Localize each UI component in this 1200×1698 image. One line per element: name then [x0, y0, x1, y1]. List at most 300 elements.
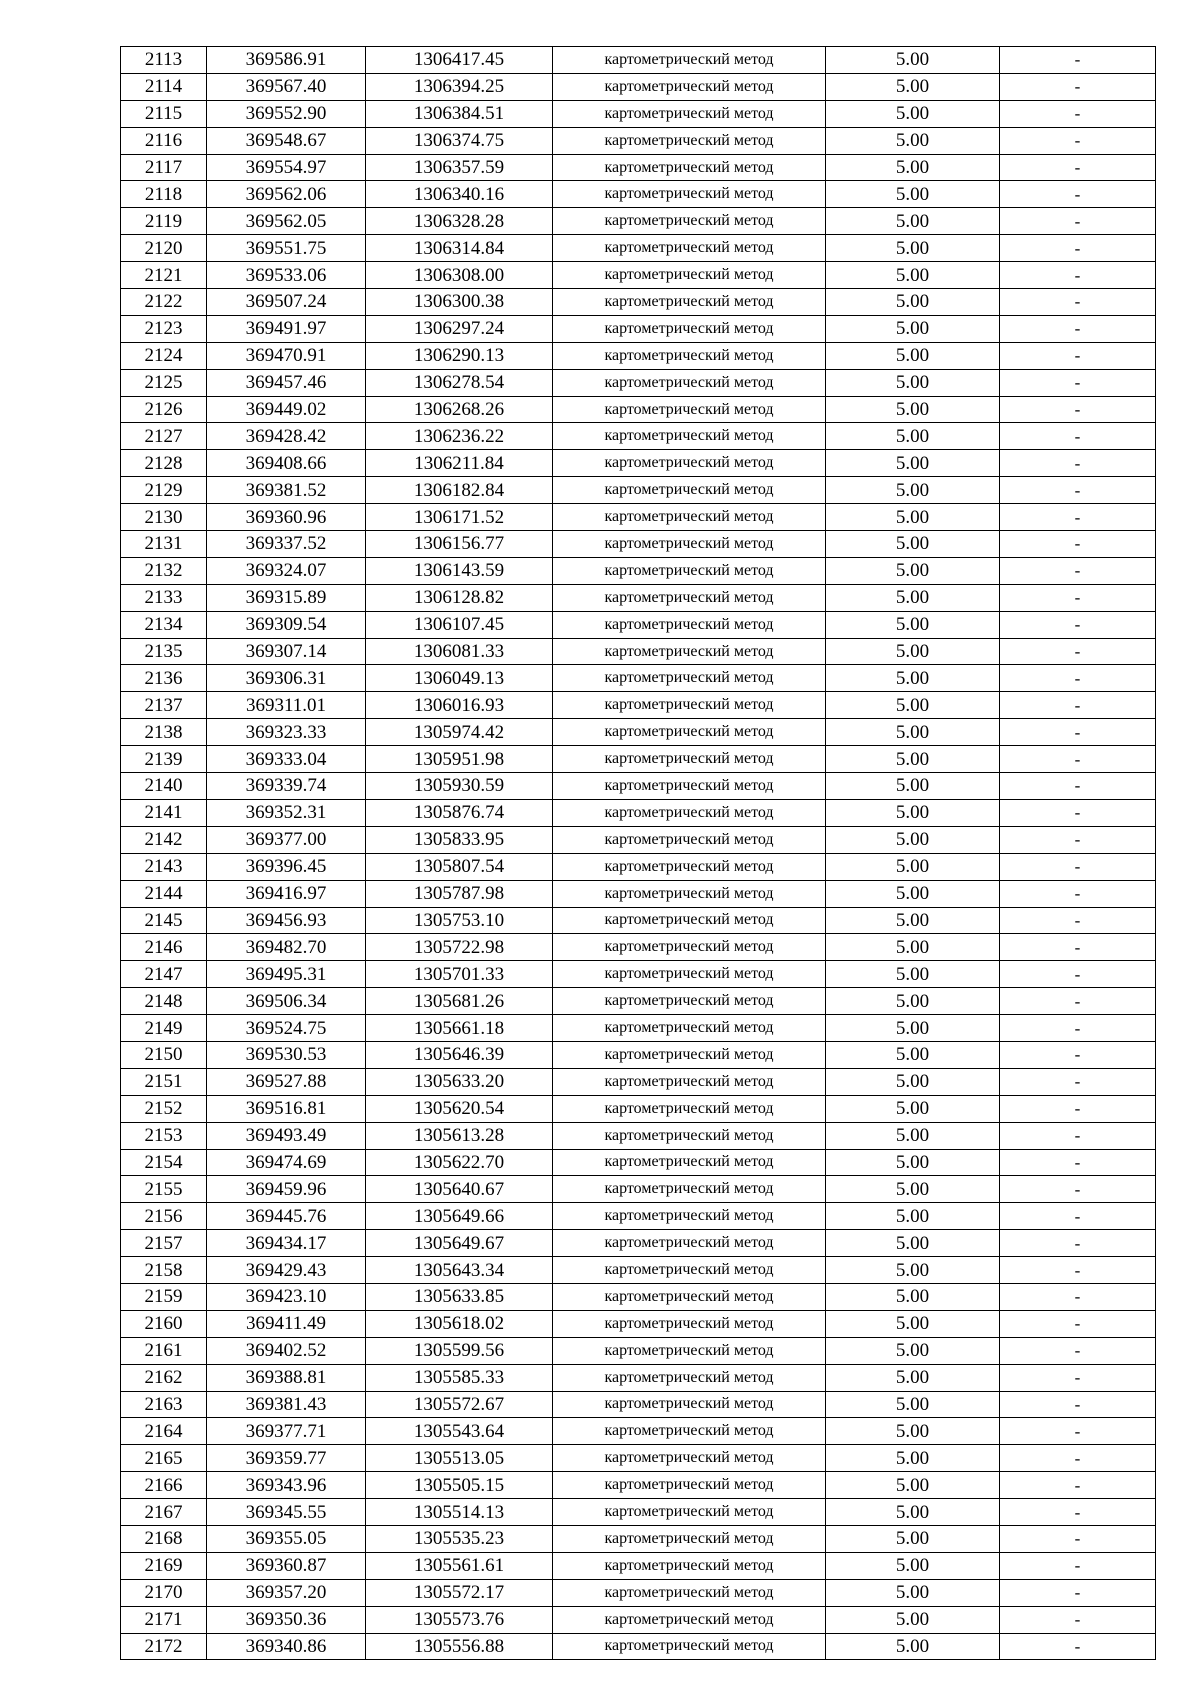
y-coordinate-cell: 1305661.18	[366, 1015, 553, 1042]
method-cell: картометрический метод	[553, 127, 826, 154]
point-number-cell: 2167	[121, 1499, 207, 1526]
method-cell: картометрический метод	[553, 1230, 826, 1257]
x-coordinate-cell: 369345.55	[207, 1499, 366, 1526]
y-coordinate-cell: 1305622.70	[366, 1149, 553, 1176]
note-cell: -	[1000, 127, 1156, 154]
table-row	[121, 1203, 1156, 1230]
note-cell: -	[1000, 1041, 1156, 1068]
x-coordinate-cell: 369411.49	[207, 1310, 366, 1337]
y-coordinate-cell: 1305951.98	[366, 746, 553, 773]
x-coordinate-cell: 369493.49	[207, 1122, 366, 1149]
y-coordinate-cell: 1305505.15	[366, 1472, 553, 1499]
table-row	[121, 208, 1156, 235]
point-number-cell: 2159	[121, 1283, 207, 1310]
point-number-cell: 2155	[121, 1176, 207, 1203]
accuracy-cell: 5.00	[826, 369, 1000, 396]
x-coordinate-cell: 369343.96	[207, 1472, 366, 1499]
note-cell: -	[1000, 988, 1156, 1015]
method-cell: картометрический метод	[553, 531, 826, 558]
point-number-cell: 2128	[121, 450, 207, 477]
y-coordinate-cell: 1305620.54	[366, 1095, 553, 1122]
method-cell: картометрический метод	[553, 1579, 826, 1606]
x-coordinate-cell: 369337.52	[207, 531, 366, 558]
x-coordinate-cell: 369333.04	[207, 746, 366, 773]
y-coordinate-cell: 1305618.02	[366, 1310, 553, 1337]
x-coordinate-cell: 369377.71	[207, 1418, 366, 1445]
point-number-cell: 2163	[121, 1391, 207, 1418]
x-coordinate-cell: 369357.20	[207, 1579, 366, 1606]
note-cell: -	[1000, 1176, 1156, 1203]
table-row	[121, 1122, 1156, 1149]
x-coordinate-cell: 369388.81	[207, 1364, 366, 1391]
point-number-cell: 2126	[121, 396, 207, 423]
note-cell: -	[1000, 665, 1156, 692]
y-coordinate-cell: 1305930.59	[366, 773, 553, 800]
y-coordinate-cell: 1306394.25	[366, 73, 553, 100]
accuracy-cell: 5.00	[826, 1499, 1000, 1526]
x-coordinate-cell: 369306.31	[207, 665, 366, 692]
x-coordinate-cell: 369359.77	[207, 1445, 366, 1472]
x-coordinate-cell: 369491.97	[207, 315, 366, 342]
note-cell: -	[1000, 611, 1156, 638]
x-coordinate-cell: 369352.31	[207, 799, 366, 826]
point-number-cell: 2150	[121, 1041, 207, 1068]
y-coordinate-cell: 1306128.82	[366, 584, 553, 611]
point-number-cell: 2122	[121, 289, 207, 316]
point-number-cell: 2141	[121, 799, 207, 826]
method-cell: картометрический метод	[553, 1337, 826, 1364]
accuracy-cell: 5.00	[826, 73, 1000, 100]
y-coordinate-cell: 1305640.67	[366, 1176, 553, 1203]
point-number-cell: 2129	[121, 477, 207, 504]
y-coordinate-cell: 1305599.56	[366, 1337, 553, 1364]
point-number-cell: 2136	[121, 665, 207, 692]
table-row	[121, 584, 1156, 611]
note-cell: -	[1000, 181, 1156, 208]
accuracy-cell: 5.00	[826, 1606, 1000, 1633]
point-number-cell: 2118	[121, 181, 207, 208]
x-coordinate-cell: 369548.67	[207, 127, 366, 154]
note-cell: -	[1000, 1230, 1156, 1257]
y-coordinate-cell: 1306171.52	[366, 504, 553, 531]
method-cell: картометрический метод	[553, 665, 826, 692]
table-row	[121, 127, 1156, 154]
x-coordinate-cell: 369307.14	[207, 638, 366, 665]
point-number-cell: 2151	[121, 1068, 207, 1095]
x-coordinate-cell: 369315.89	[207, 584, 366, 611]
method-cell: картометрический метод	[553, 369, 826, 396]
note-cell: -	[1000, 1337, 1156, 1364]
method-cell: картометрический метод	[553, 1015, 826, 1042]
note-cell: -	[1000, 1068, 1156, 1095]
point-number-cell: 2142	[121, 826, 207, 853]
method-cell: картометрический метод	[553, 988, 826, 1015]
accuracy-cell: 5.00	[826, 988, 1000, 1015]
note-cell: -	[1000, 773, 1156, 800]
note-cell: -	[1000, 853, 1156, 880]
note-cell: -	[1000, 342, 1156, 369]
y-coordinate-cell: 1305585.33	[366, 1364, 553, 1391]
point-number-cell: 2138	[121, 719, 207, 746]
note-cell: -	[1000, 208, 1156, 235]
note-cell: -	[1000, 47, 1156, 74]
x-coordinate-cell: 369507.24	[207, 289, 366, 316]
point-number-cell: 2160	[121, 1310, 207, 1337]
accuracy-cell: 5.00	[826, 423, 1000, 450]
note-cell: -	[1000, 557, 1156, 584]
note-cell: -	[1000, 638, 1156, 665]
y-coordinate-cell: 1306357.59	[366, 154, 553, 181]
table-row	[121, 1068, 1156, 1095]
x-coordinate-cell: 369423.10	[207, 1283, 366, 1310]
accuracy-cell: 5.00	[826, 1445, 1000, 1472]
y-coordinate-cell: 1306143.59	[366, 557, 553, 584]
accuracy-cell: 5.00	[826, 504, 1000, 531]
note-cell: -	[1000, 1015, 1156, 1042]
method-cell: картометрический метод	[553, 826, 826, 853]
x-coordinate-cell: 369506.34	[207, 988, 366, 1015]
x-coordinate-cell: 369445.76	[207, 1203, 366, 1230]
note-cell: -	[1000, 1499, 1156, 1526]
x-coordinate-cell: 369350.36	[207, 1606, 366, 1633]
table-row	[121, 880, 1156, 907]
table-row	[121, 1015, 1156, 1042]
accuracy-cell: 5.00	[826, 531, 1000, 558]
y-coordinate-cell: 1305561.61	[366, 1552, 553, 1579]
x-coordinate-cell: 369586.91	[207, 47, 366, 74]
note-cell: -	[1000, 907, 1156, 934]
x-coordinate-cell: 369551.75	[207, 235, 366, 262]
method-cell: картометрический метод	[553, 1176, 826, 1203]
method-cell: картометрический метод	[553, 450, 826, 477]
y-coordinate-cell: 1305556.88	[366, 1633, 553, 1660]
table-row	[121, 423, 1156, 450]
x-coordinate-cell: 369533.06	[207, 262, 366, 289]
y-coordinate-cell: 1306340.16	[366, 181, 553, 208]
y-coordinate-cell: 1305833.95	[366, 826, 553, 853]
y-coordinate-cell: 1306236.22	[366, 423, 553, 450]
method-cell: картометрический метод	[553, 853, 826, 880]
x-coordinate-cell: 369527.88	[207, 1068, 366, 1095]
note-cell: -	[1000, 799, 1156, 826]
table-row	[121, 853, 1156, 880]
method-cell: картометрический метод	[553, 1041, 826, 1068]
accuracy-cell: 5.00	[826, 1257, 1000, 1284]
point-number-cell: 2132	[121, 557, 207, 584]
table-row	[121, 692, 1156, 719]
point-number-cell: 2165	[121, 1445, 207, 1472]
y-coordinate-cell: 1306049.13	[366, 665, 553, 692]
accuracy-cell: 5.00	[826, 262, 1000, 289]
table-row	[121, 531, 1156, 558]
point-number-cell: 2117	[121, 154, 207, 181]
x-coordinate-cell: 369360.87	[207, 1552, 366, 1579]
note-cell: -	[1000, 1391, 1156, 1418]
note-cell: -	[1000, 826, 1156, 853]
y-coordinate-cell: 1306107.45	[366, 611, 553, 638]
table-row	[121, 100, 1156, 127]
point-number-cell: 2123	[121, 315, 207, 342]
method-cell: картометрический метод	[553, 1122, 826, 1149]
table-row	[121, 396, 1156, 423]
method-cell: картометрический метод	[553, 396, 826, 423]
method-cell: картометрический метод	[553, 342, 826, 369]
accuracy-cell: 5.00	[826, 934, 1000, 961]
method-cell: картометрический метод	[553, 1203, 826, 1230]
accuracy-cell: 5.00	[826, 396, 1000, 423]
table-row	[121, 477, 1156, 504]
method-cell: картометрический метод	[553, 799, 826, 826]
x-coordinate-cell: 369402.52	[207, 1337, 366, 1364]
table-row	[121, 1095, 1156, 1122]
y-coordinate-cell: 1306384.51	[366, 100, 553, 127]
accuracy-cell: 5.00	[826, 826, 1000, 853]
table-row	[121, 665, 1156, 692]
note-cell: -	[1000, 1310, 1156, 1337]
method-cell: картометрический метод	[553, 880, 826, 907]
point-number-cell: 2133	[121, 584, 207, 611]
accuracy-cell: 5.00	[826, 235, 1000, 262]
note-cell: -	[1000, 262, 1156, 289]
point-number-cell: 2158	[121, 1257, 207, 1284]
table-row	[121, 181, 1156, 208]
x-coordinate-cell: 369323.33	[207, 719, 366, 746]
y-coordinate-cell: 1306300.38	[366, 289, 553, 316]
method-cell: картометрический метод	[553, 1445, 826, 1472]
method-cell: картометрический метод	[553, 584, 826, 611]
y-coordinate-cell: 1305753.10	[366, 907, 553, 934]
table-row	[121, 1041, 1156, 1068]
method-cell: картометрический метод	[553, 1391, 826, 1418]
point-number-cell: 2130	[121, 504, 207, 531]
method-cell: картометрический метод	[553, 1552, 826, 1579]
note-cell: -	[1000, 1418, 1156, 1445]
method-cell: картометрический метод	[553, 1364, 826, 1391]
x-coordinate-cell: 369434.17	[207, 1230, 366, 1257]
note-cell: -	[1000, 1257, 1156, 1284]
method-cell: картометрический метод	[553, 1149, 826, 1176]
accuracy-cell: 5.00	[826, 315, 1000, 342]
accuracy-cell: 5.00	[826, 1149, 1000, 1176]
table-row	[121, 315, 1156, 342]
note-cell: -	[1000, 315, 1156, 342]
y-coordinate-cell: 1306156.77	[366, 531, 553, 558]
method-cell: картометрический метод	[553, 719, 826, 746]
x-coordinate-cell: 369567.40	[207, 73, 366, 100]
coordinates-table-body	[121, 47, 1156, 1660]
x-coordinate-cell: 369456.93	[207, 907, 366, 934]
x-coordinate-cell: 369562.05	[207, 208, 366, 235]
table-row	[121, 746, 1156, 773]
note-cell: -	[1000, 1606, 1156, 1633]
x-coordinate-cell: 369459.96	[207, 1176, 366, 1203]
note-cell: -	[1000, 880, 1156, 907]
y-coordinate-cell: 1306314.84	[366, 235, 553, 262]
accuracy-cell: 5.00	[826, 1633, 1000, 1660]
x-coordinate-cell: 369429.43	[207, 1257, 366, 1284]
x-coordinate-cell: 369340.86	[207, 1633, 366, 1660]
table-row	[121, 504, 1156, 531]
y-coordinate-cell: 1305573.76	[366, 1606, 553, 1633]
method-cell: картометрический метод	[553, 773, 826, 800]
accuracy-cell: 5.00	[826, 1230, 1000, 1257]
table-row	[121, 1472, 1156, 1499]
coordinates-table	[120, 46, 1156, 1660]
y-coordinate-cell: 1306308.00	[366, 262, 553, 289]
point-number-cell: 2168	[121, 1525, 207, 1552]
point-number-cell: 2134	[121, 611, 207, 638]
point-number-cell: 2166	[121, 1472, 207, 1499]
note-cell: -	[1000, 746, 1156, 773]
method-cell: картометрический метод	[553, 289, 826, 316]
accuracy-cell: 5.00	[826, 746, 1000, 773]
table-row	[121, 1149, 1156, 1176]
note-cell: -	[1000, 1633, 1156, 1660]
accuracy-cell: 5.00	[826, 611, 1000, 638]
point-number-cell: 2156	[121, 1203, 207, 1230]
method-cell: картометрический метод	[553, 1472, 826, 1499]
note-cell: -	[1000, 1472, 1156, 1499]
note-cell: -	[1000, 1525, 1156, 1552]
y-coordinate-cell: 1305876.74	[366, 799, 553, 826]
point-number-cell: 2139	[121, 746, 207, 773]
y-coordinate-cell: 1306081.33	[366, 638, 553, 665]
y-coordinate-cell: 1305513.05	[366, 1445, 553, 1472]
method-cell: картометрический метод	[553, 1257, 826, 1284]
method-cell: картометрический метод	[553, 1283, 826, 1310]
method-cell: картометрический метод	[553, 504, 826, 531]
point-number-cell: 2171	[121, 1606, 207, 1633]
x-coordinate-cell: 369381.52	[207, 477, 366, 504]
point-number-cell: 2162	[121, 1364, 207, 1391]
table-row	[121, 262, 1156, 289]
point-number-cell: 2124	[121, 342, 207, 369]
y-coordinate-cell: 1305643.34	[366, 1257, 553, 1284]
y-coordinate-cell: 1305543.64	[366, 1418, 553, 1445]
table-row	[121, 934, 1156, 961]
table-row	[121, 1552, 1156, 1579]
y-coordinate-cell: 1306268.26	[366, 396, 553, 423]
accuracy-cell: 5.00	[826, 1472, 1000, 1499]
note-cell: -	[1000, 1203, 1156, 1230]
y-coordinate-cell: 1306374.75	[366, 127, 553, 154]
method-cell: картометрический метод	[553, 1633, 826, 1660]
note-cell: -	[1000, 73, 1156, 100]
accuracy-cell: 5.00	[826, 665, 1000, 692]
y-coordinate-cell: 1306290.13	[366, 342, 553, 369]
table-row	[121, 73, 1156, 100]
y-coordinate-cell: 1305633.20	[366, 1068, 553, 1095]
accuracy-cell: 5.00	[826, 1015, 1000, 1042]
table-row	[121, 1257, 1156, 1284]
method-cell: картометрический метод	[553, 423, 826, 450]
accuracy-cell: 5.00	[826, 181, 1000, 208]
table-row	[121, 1525, 1156, 1552]
point-number-cell: 2146	[121, 934, 207, 961]
y-coordinate-cell: 1306417.45	[366, 47, 553, 74]
method-cell: картометрический метод	[553, 181, 826, 208]
table-row	[121, 907, 1156, 934]
point-number-cell: 2169	[121, 1552, 207, 1579]
point-number-cell: 2125	[121, 369, 207, 396]
x-coordinate-cell: 369381.43	[207, 1391, 366, 1418]
accuracy-cell: 5.00	[826, 584, 1000, 611]
accuracy-cell: 5.00	[826, 719, 1000, 746]
note-cell: -	[1000, 235, 1156, 262]
x-coordinate-cell: 369470.91	[207, 342, 366, 369]
method-cell: картометрический метод	[553, 477, 826, 504]
note-cell: -	[1000, 1364, 1156, 1391]
x-coordinate-cell: 369530.53	[207, 1041, 366, 1068]
table-row	[121, 154, 1156, 181]
table-row	[121, 235, 1156, 262]
point-number-cell: 2114	[121, 73, 207, 100]
x-coordinate-cell: 369562.06	[207, 181, 366, 208]
y-coordinate-cell: 1306278.54	[366, 369, 553, 396]
point-number-cell: 2147	[121, 961, 207, 988]
point-number-cell: 2164	[121, 1418, 207, 1445]
accuracy-cell: 5.00	[826, 1095, 1000, 1122]
y-coordinate-cell: 1306211.84	[366, 450, 553, 477]
note-cell: -	[1000, 289, 1156, 316]
point-number-cell: 2170	[121, 1579, 207, 1606]
accuracy-cell: 5.00	[826, 1122, 1000, 1149]
note-cell: -	[1000, 1283, 1156, 1310]
point-number-cell: 2144	[121, 880, 207, 907]
accuracy-cell: 5.00	[826, 1525, 1000, 1552]
accuracy-cell: 5.00	[826, 477, 1000, 504]
method-cell: картометрический метод	[553, 907, 826, 934]
accuracy-cell: 5.00	[826, 47, 1000, 74]
x-coordinate-cell: 369360.96	[207, 504, 366, 531]
y-coordinate-cell: 1305681.26	[366, 988, 553, 1015]
table-row	[121, 799, 1156, 826]
method-cell: картометрический метод	[553, 557, 826, 584]
x-coordinate-cell: 369311.01	[207, 692, 366, 719]
point-number-cell: 2157	[121, 1230, 207, 1257]
accuracy-cell: 5.00	[826, 342, 1000, 369]
note-cell: -	[1000, 531, 1156, 558]
method-cell: картометрический метод	[553, 47, 826, 74]
table-row	[121, 611, 1156, 638]
method-cell: картометрический метод	[553, 315, 826, 342]
note-cell: -	[1000, 100, 1156, 127]
table-row	[121, 1606, 1156, 1633]
y-coordinate-cell: 1305613.28	[366, 1122, 553, 1149]
accuracy-cell: 5.00	[826, 1041, 1000, 1068]
accuracy-cell: 5.00	[826, 1552, 1000, 1579]
y-coordinate-cell: 1305572.67	[366, 1391, 553, 1418]
y-coordinate-cell: 1305787.98	[366, 880, 553, 907]
table-row	[121, 289, 1156, 316]
method-cell: картометрический метод	[553, 1525, 826, 1552]
note-cell: -	[1000, 719, 1156, 746]
accuracy-cell: 5.00	[826, 1283, 1000, 1310]
method-cell: картометрический метод	[553, 1606, 826, 1633]
method-cell: картометрический метод	[553, 1310, 826, 1337]
note-cell: -	[1000, 154, 1156, 181]
note-cell: -	[1000, 504, 1156, 531]
y-coordinate-cell: 1305646.39	[366, 1041, 553, 1068]
accuracy-cell: 5.00	[826, 1579, 1000, 1606]
x-coordinate-cell: 369339.74	[207, 773, 366, 800]
x-coordinate-cell: 369516.81	[207, 1095, 366, 1122]
table-row	[121, 773, 1156, 800]
method-cell: картометрический метод	[553, 235, 826, 262]
method-cell: картометрический метод	[553, 208, 826, 235]
accuracy-cell: 5.00	[826, 557, 1000, 584]
table-row	[121, 719, 1156, 746]
